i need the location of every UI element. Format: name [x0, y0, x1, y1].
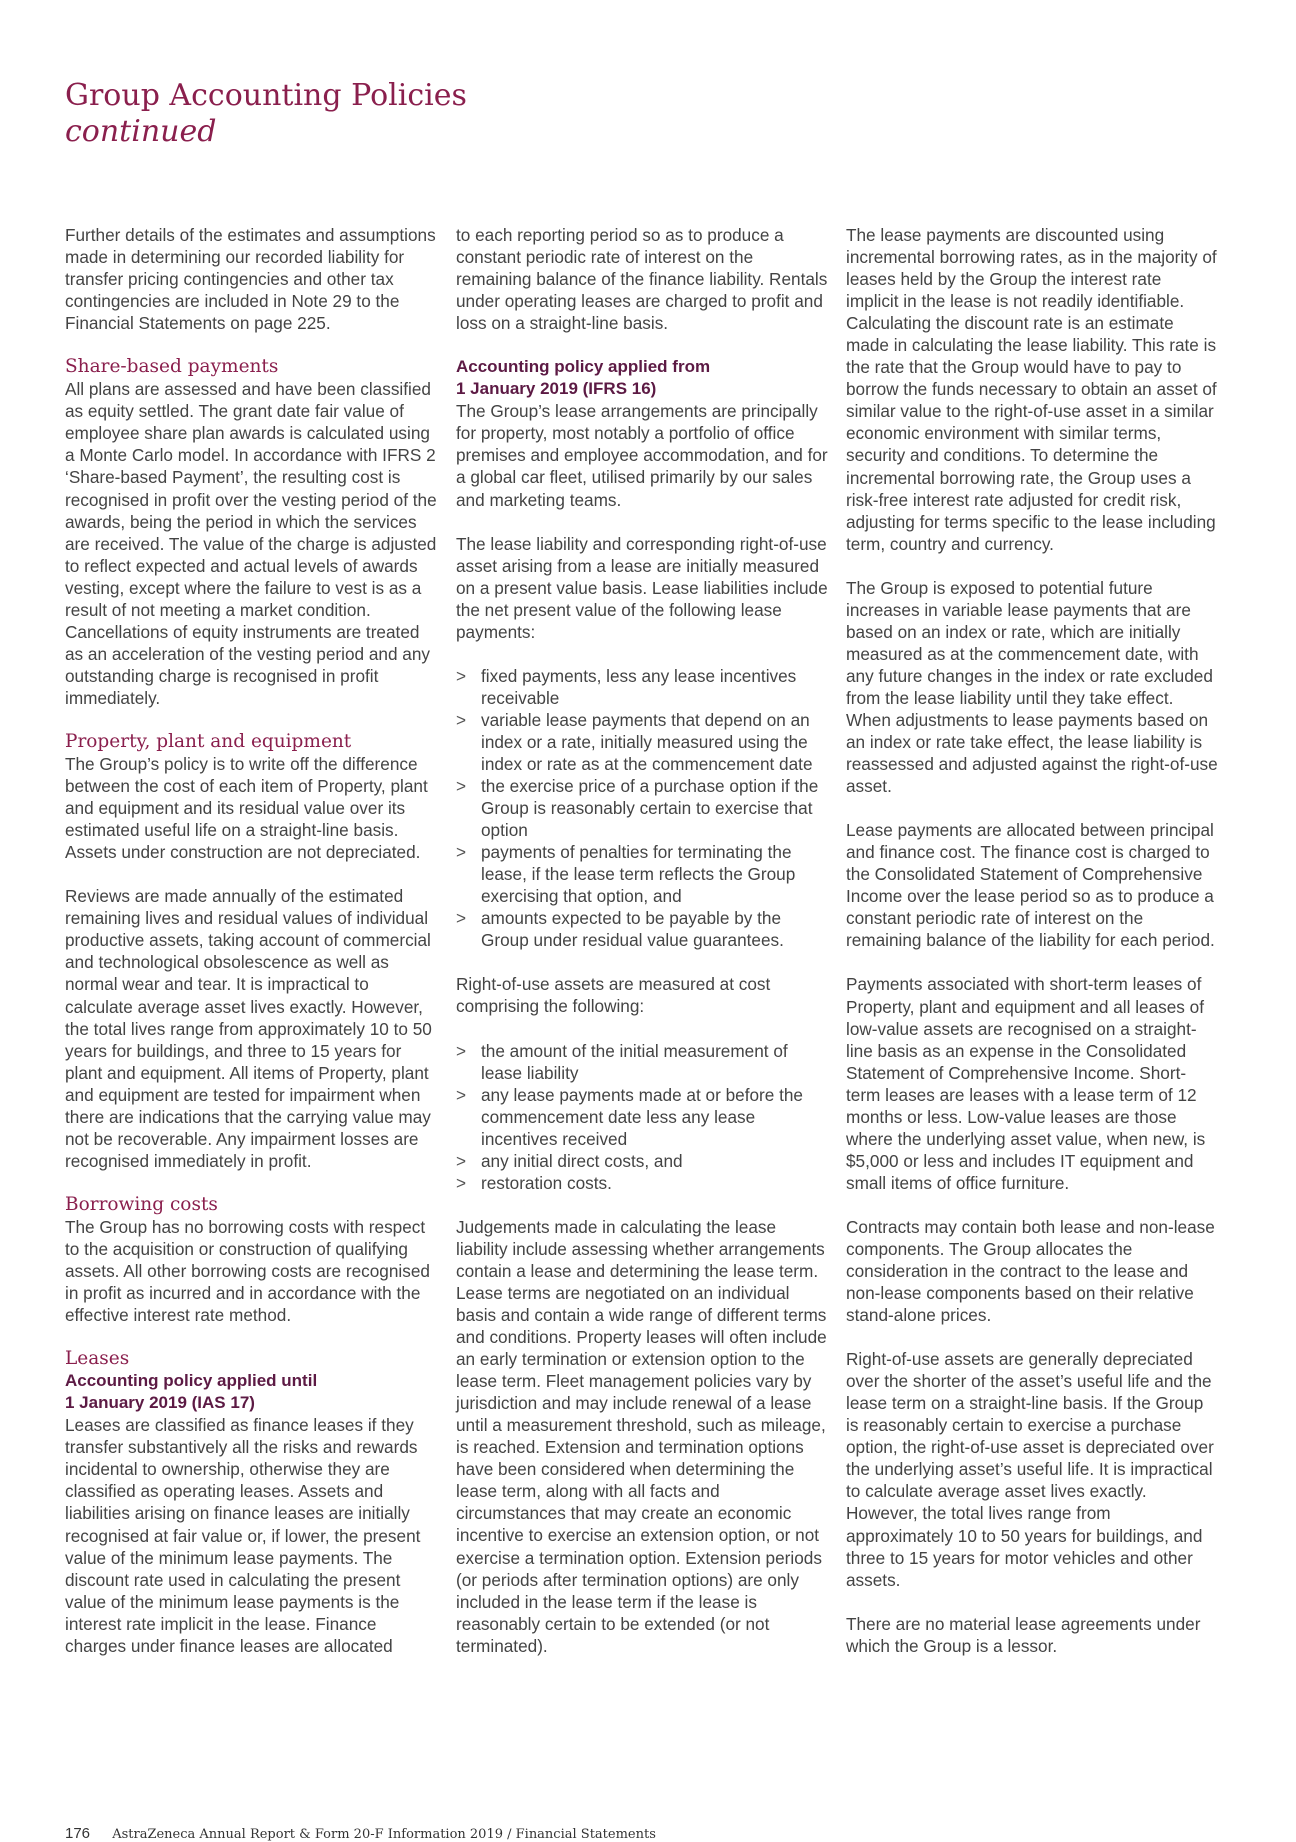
list-item: > amounts expected to be payable by the Group under residual value guarantees.	[456, 907, 828, 951]
list-item: > the amount of the initial measurement of lease liability	[456, 1040, 828, 1084]
borrowing-costs-body: The Group has no borrowing costs with respect to the acquisition or construction of qualifying assets. All other borrowing costs are recognised in profit as incurred and in accordance with the effective interest rate method.	[65, 1216, 430, 1326]
ias17-subheading-line1: Accounting policy applied until	[65, 1371, 318, 1391]
borrowing-costs-heading: Borrowing costs	[65, 1193, 218, 1215]
list-item: > the exercise price of a purchase option if the Group is reasonably certain to exercise that option	[456, 775, 828, 841]
page-number: 176	[65, 1825, 91, 1842]
rou-intro: Right-of-use assets are measured at cost comprising the following:	[456, 974, 771, 1017]
components-paragraph: Contracts may contain both lease and non-lease components. The Group allocates the consideration in the contract to the lease and non-lease components based on their relative stand-alone prices.	[846, 1216, 1215, 1326]
list-item: > any lease payments made at or before the commencement date less any lease incentives received	[456, 1084, 828, 1150]
column-middle	[456, 224, 828, 1657]
list-item: > restoration costs.	[456, 1172, 828, 1194]
share-based-payments-body: All plans are assessed and have been classified as equity settled. The grant date fair value of employee share plan awards is calculated using a Monte Carlo model. In accordance with IFRS 2 ‘Share-based Payment’, the resulting cost is recognised in profit over the vesting period of the awards, being the period in which the services are received. The value of the charge is adjusted to reflect expected and actual levels of awards vesting, except where the failure to vest is as a result of not meeting a market condition. Cancellations of equity instruments are treated as an acceleration of the vesting period and any outstanding charge is recognised in profit immediately.	[65, 379, 437, 708]
leases-heading: Leases	[65, 1348, 130, 1370]
page-title-main: Group Accounting Policies	[65, 78, 467, 113]
page-title	[65, 78, 467, 150]
variable-payments-paragraph: The Group is exposed to potential future increases in variable lease payments that are based on an index or rate, which are initially measured as at the commencement date, with any future changes in the index or rate excluded from the lease liability until they take effect. When adjustments to lease payments based on an index or rate take effect, the lease liability is reassessed and adjusted against the right-of-use asset.	[846, 577, 1218, 797]
short-term-leases-paragraph: Payments associated with short-term leases of Property, plant and equipment and all leases of low-value assets are recognised on a straight-line basis as an expense in the Consolidated Statement of Comprehensive Income. Short-term leases are leases with a lease term of 12 months or less. Low-value leases are those where the underlying asset value, when new, is $5,000 or less and includes IT equipment and small items of office furniture.	[846, 974, 1206, 1193]
discount-rate-paragraph: The lease payments are discounted using incremental borrowing rates, as in the majority of leases held by the Group the interest rate implicit in the lease is not readily identifiable. Calculating the discount rate is an estimate made in calculating the lease liability. This rate is the rate that the Group would have to pay to borrow the funds necessary to obtain an asset of similar value to the right-of-use asset in a similar economic environment with similar terms, security and conditions. To determine the incremental borrowing rate, the Group uses a risk-free interest rate adjusted for credit risk, adjusting for terms specific to the lease including term, country and currency.	[846, 225, 1217, 554]
footer-text: AstraZeneca Annual Report & Form 20-F Information 2019 / Financial Statements	[112, 1827, 656, 1842]
lease-liability-intro: The lease liability and corresponding right-of-use asset arising from a lease are initially measured on a present value basis. Lease liabilities include the net present value of the following lease payments:	[456, 533, 828, 642]
ifrs16-subheading-line2: 1 January 2019 (IFRS 16)	[456, 379, 657, 399]
ppe-heading: Property, plant and equipment	[65, 730, 352, 752]
list-item: > payments of penalties for terminating the lease, if the lease term reflects the Group exercising that option, and	[456, 841, 828, 907]
list-item: > any initial direct costs, and	[456, 1150, 828, 1172]
column-left	[65, 224, 437, 1657]
rou-cost-list	[456, 1040, 828, 1194]
ppe-body-1: The Group’s policy is to write off the difference between the cost of each item of Property, plant and equipment and its residual value over its estimated useful life on a straight-line basis. Assets under construction are not depreciated.	[65, 754, 428, 863]
lessor-paragraph: There are no material lease agreements under which the Group is a lessor.	[846, 1613, 1201, 1656]
ppe-body-2: Reviews are made annually of the estimated remaining lives and residual values of individual productive assets, taking account of commercial and technological obsolescence as well as normal wear and tear. It is impractical to calculate average asset lives exactly. However, the total lives range from approximately 10 to 50 years for buildings, and three to 15 years for plant and equipment. All items of Property, plant and equipment are tested for impairment when there are indications that the carrying value may not be recoverable. Any impairment losses are recognised immediately in profit.	[65, 886, 432, 1171]
lease-payments-list	[456, 665, 828, 952]
ifrs16-subheading-line1: Accounting policy applied from	[456, 357, 711, 377]
list-item: > fixed payments, less any lease incentives receivable	[456, 665, 828, 709]
intro-paragraph: Further details of the estimates and assumptions made in determining our recorded liability for transfer pricing contingencies and other tax contingencies are included in Note 29 to the Financial Statements on page 225.	[65, 225, 436, 334]
column-right	[846, 224, 1218, 1657]
judgements-paragraph: Judgements made in calculating the lease liability include assessing whether arrangements contain a lease and determining the lease term. Lease terms are negotiated on an individual basis and contain a wide range of different terms and conditions. Property leases will often include an early termination or extension option to the lease term. Fleet management policies vary by jurisdiction and may include renewal of a lease until a measurement threshold, such as mileage, is reached. Extension and termination options have been considered when determining the lease term, along with all facts and circumstances that may create an economic incentive to exercise an extension option, or not exercise a termination option. Extension periods (or periods after termination options) are only included in the lease term if the lease is reasonably certain to be extended (or not terminated).	[456, 1216, 827, 1656]
ifrs16-body: The Group’s lease arrangements are principally for property, most notably a portfolio of office premises and employee accommodation, and for a global car fleet, utilised primarily by our sales and marketing teams.	[456, 401, 828, 510]
ias17-subheading-line2: 1 January 2019 (IAS 17)	[65, 1393, 255, 1413]
share-based-payments-heading: Share-based payments	[65, 356, 279, 378]
ias17-continued: to each reporting period so as to produce a constant periodic rate of interest on the remaining balance of the finance liability. Rentals under operating leases are charged to profit and loss on a straight-line basis.	[456, 225, 828, 334]
list-item: > variable lease payments that depend on an index or a rate, initially measured using the index or rate as at the commencement date	[456, 709, 828, 775]
depreciation-paragraph: Right-of-use assets are generally depreciated over the shorter of the asset’s useful life and the lease term on a straight-line basis. If the Group is reasonably certain to exercise a purchase option, the right-of-use asset is depreciated over the underlying asset’s useful life. It is impractical to calculate average asset lives exactly. However, the total lives range from approximately 10 to 50 years for buildings, and three to 15 years for motor vehicles and other assets.	[846, 1349, 1214, 1590]
allocation-paragraph: Lease payments are allocated between principal and finance cost. The finance cost is charged to the Consolidated Statement of Comprehensive Income over the lease period so as to produce a constant periodic rate of interest on the remaining balance of the liability for each period.	[846, 820, 1215, 951]
page-footer	[65, 1825, 656, 1842]
ias17-body: Leases are classified as finance leases if they transfer substantively all the risks and rewards incidental to ownership, otherwise they are classified as operating leases. Assets and liabilities arising on finance leases are initially recognised at fair value or, if lower, the present value of the minimum lease payments. The discount rate used in calculating the present value of the minimum lease payments is the interest rate implicit in the lease. Finance charges under finance leases are allocated	[65, 1415, 421, 1656]
page-subtitle: continued	[65, 114, 217, 149]
